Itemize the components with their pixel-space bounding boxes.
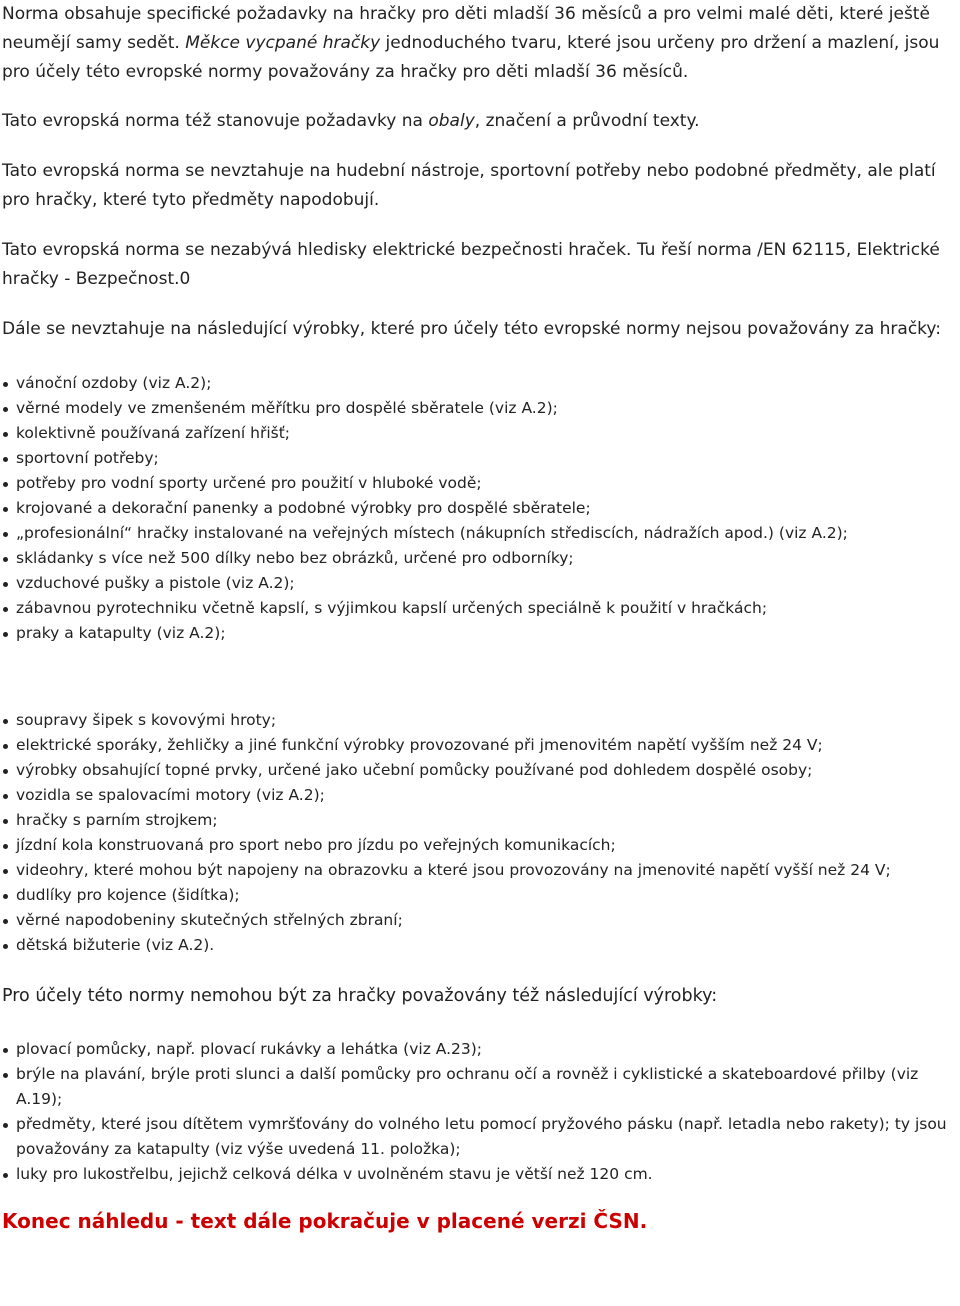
list-item: „profesionální“ hračky instalované na veřejných místech (nákupních střediscích, nádražích apod.) (viz A.2);: [2, 521, 958, 546]
list-item: soupravy šipek s kovovými hroty;: [2, 708, 958, 733]
packaging-text-emphasis: obaly: [428, 111, 475, 131]
paragraph-intro: [2, 0, 958, 87]
intro-text-a: Norma obsahuje specifické požadavky na hračky pro děti mladší 36 měsíců a pro velmi malé děti, které ještě neumějí samy sedět.: [2, 4, 930, 53]
list-item: praky a katapulty (viz A.2);: [2, 621, 958, 646]
list-item: hračky s parním strojkem;: [2, 808, 958, 833]
list-item: jízdní kola konstruovaná pro sport nebo pro jízdu po veřejných komunikacích;: [2, 833, 958, 858]
list-item: sportovní potřeby;: [2, 446, 958, 471]
exclusions-list-3: [2, 1037, 958, 1187]
list-item: luky pro lukostřelbu, jejichž celková délka v uvolněném stavu je větší než 120 cm.: [2, 1162, 958, 1187]
list-item: brýle na plavání, brýle proti slunci a další pomůcky pro ochranu očí a rovněž i cyklistické a skateboardové přilby (viz A.19);: [2, 1062, 958, 1112]
list-item: předměty, které jsou dítětem vymršťovány do volného letu pomocí pryžového pásku (např. letadla nebo rakety); ty jsou považovány za katapulty (viz výše uvedená 11. položka);: [2, 1112, 958, 1162]
list-item: věrné modely ve zmenšeném měřítku pro dospělé sběratele (viz A.2);: [2, 396, 958, 421]
packaging-text-a: Tato evropská norma též stanovuje požadavky na: [2, 111, 429, 131]
list-item: dudlíky pro kojence (šidítka);: [2, 883, 958, 908]
packaging-text-b: , značení a průvodní texty.: [474, 111, 700, 131]
intro-text-b: jednoduchého tvaru, které jsou určeny pro držení a mazlení, jsou pro účely této evropské normy považovány za hračky pro děti mladší 36 měsíců.: [2, 33, 940, 82]
list-item: elektrické sporáky, žehličky a jiné funkční výrobky provozované při jmenovitém napětí vyšším než 24 V;: [2, 733, 958, 758]
list-item: skládanky s více než 500 dílky nebo bez obrázků, určené pro odborníky;: [2, 546, 958, 571]
list-item: videohry, které mohou být napojeny na obrazovku a které jsou provozovány na jmenovité napětí vyšší než 24 V;: [2, 858, 958, 883]
list-item: kolektivně používaná zařízení hřišť;: [2, 421, 958, 446]
paragraph-also-excluded: Pro účely této normy nemohou být za hračky považovány též následující výrobky:: [2, 986, 718, 1006]
preview-end-notice: Konec náhledu - text dále pokračuje v placené verzi ČSN.: [2, 1209, 648, 1233]
exclusions-list-1: [2, 371, 958, 646]
list-item: vozidla se spalovacími motory (viz A.2);: [2, 783, 958, 808]
paragraph-electrical: Tato evropská norma se nezabývá hledisky elektrické bezpečnosti hraček. Tu řeší norma /EN 62115, Elektrické hračky - Bezpečnost.0: [2, 240, 940, 289]
list-item: zábavnou pyrotechniku včetně kapslí, s výjimkou kapslí určených speciálně k použití v hračkách;: [2, 596, 958, 621]
list-item: krojované a dekorační panenky a podobné výrobky pro dospělé sběratele;: [2, 496, 958, 521]
paragraph-packaging: [2, 107, 958, 136]
list-item: potřeby pro vodní sporty určené pro použití v hluboké vodě;: [2, 471, 958, 496]
exclusions-list-2: [2, 708, 958, 958]
list-item: vánoční ozdoby (viz A.2);: [2, 371, 958, 396]
document-body: [2, 0, 958, 1235]
paragraph-instruments: Tato evropská norma se nevztahuje na hudební nástroje, sportovní potřeby nebo podobné předměty, ale platí pro hračky, které tyto předměty napodobují.: [2, 161, 936, 210]
intro-text-emphasis: Měkce vycpané hračky: [185, 33, 381, 53]
list-item: výrobky obsahující topné prvky, určené jako učební pomůcky používané pod dohledem dospělé osoby;: [2, 758, 958, 783]
list-item: plovací pomůcky, např. plovací rukávky a lehátka (viz A.23);: [2, 1037, 958, 1062]
list-item: věrné napodobeniny skutečných střelných zbraní;: [2, 908, 958, 933]
paragraph-exclusions-intro: Dále se nevztahuje na následující výrobky, které pro účely této evropské normy nejsou považovány za hračky:: [2, 319, 941, 339]
list-item: vzduchové pušky a pistole (viz A.2);: [2, 571, 958, 596]
list-item: dětská bižuterie (viz A.2).: [2, 933, 958, 958]
